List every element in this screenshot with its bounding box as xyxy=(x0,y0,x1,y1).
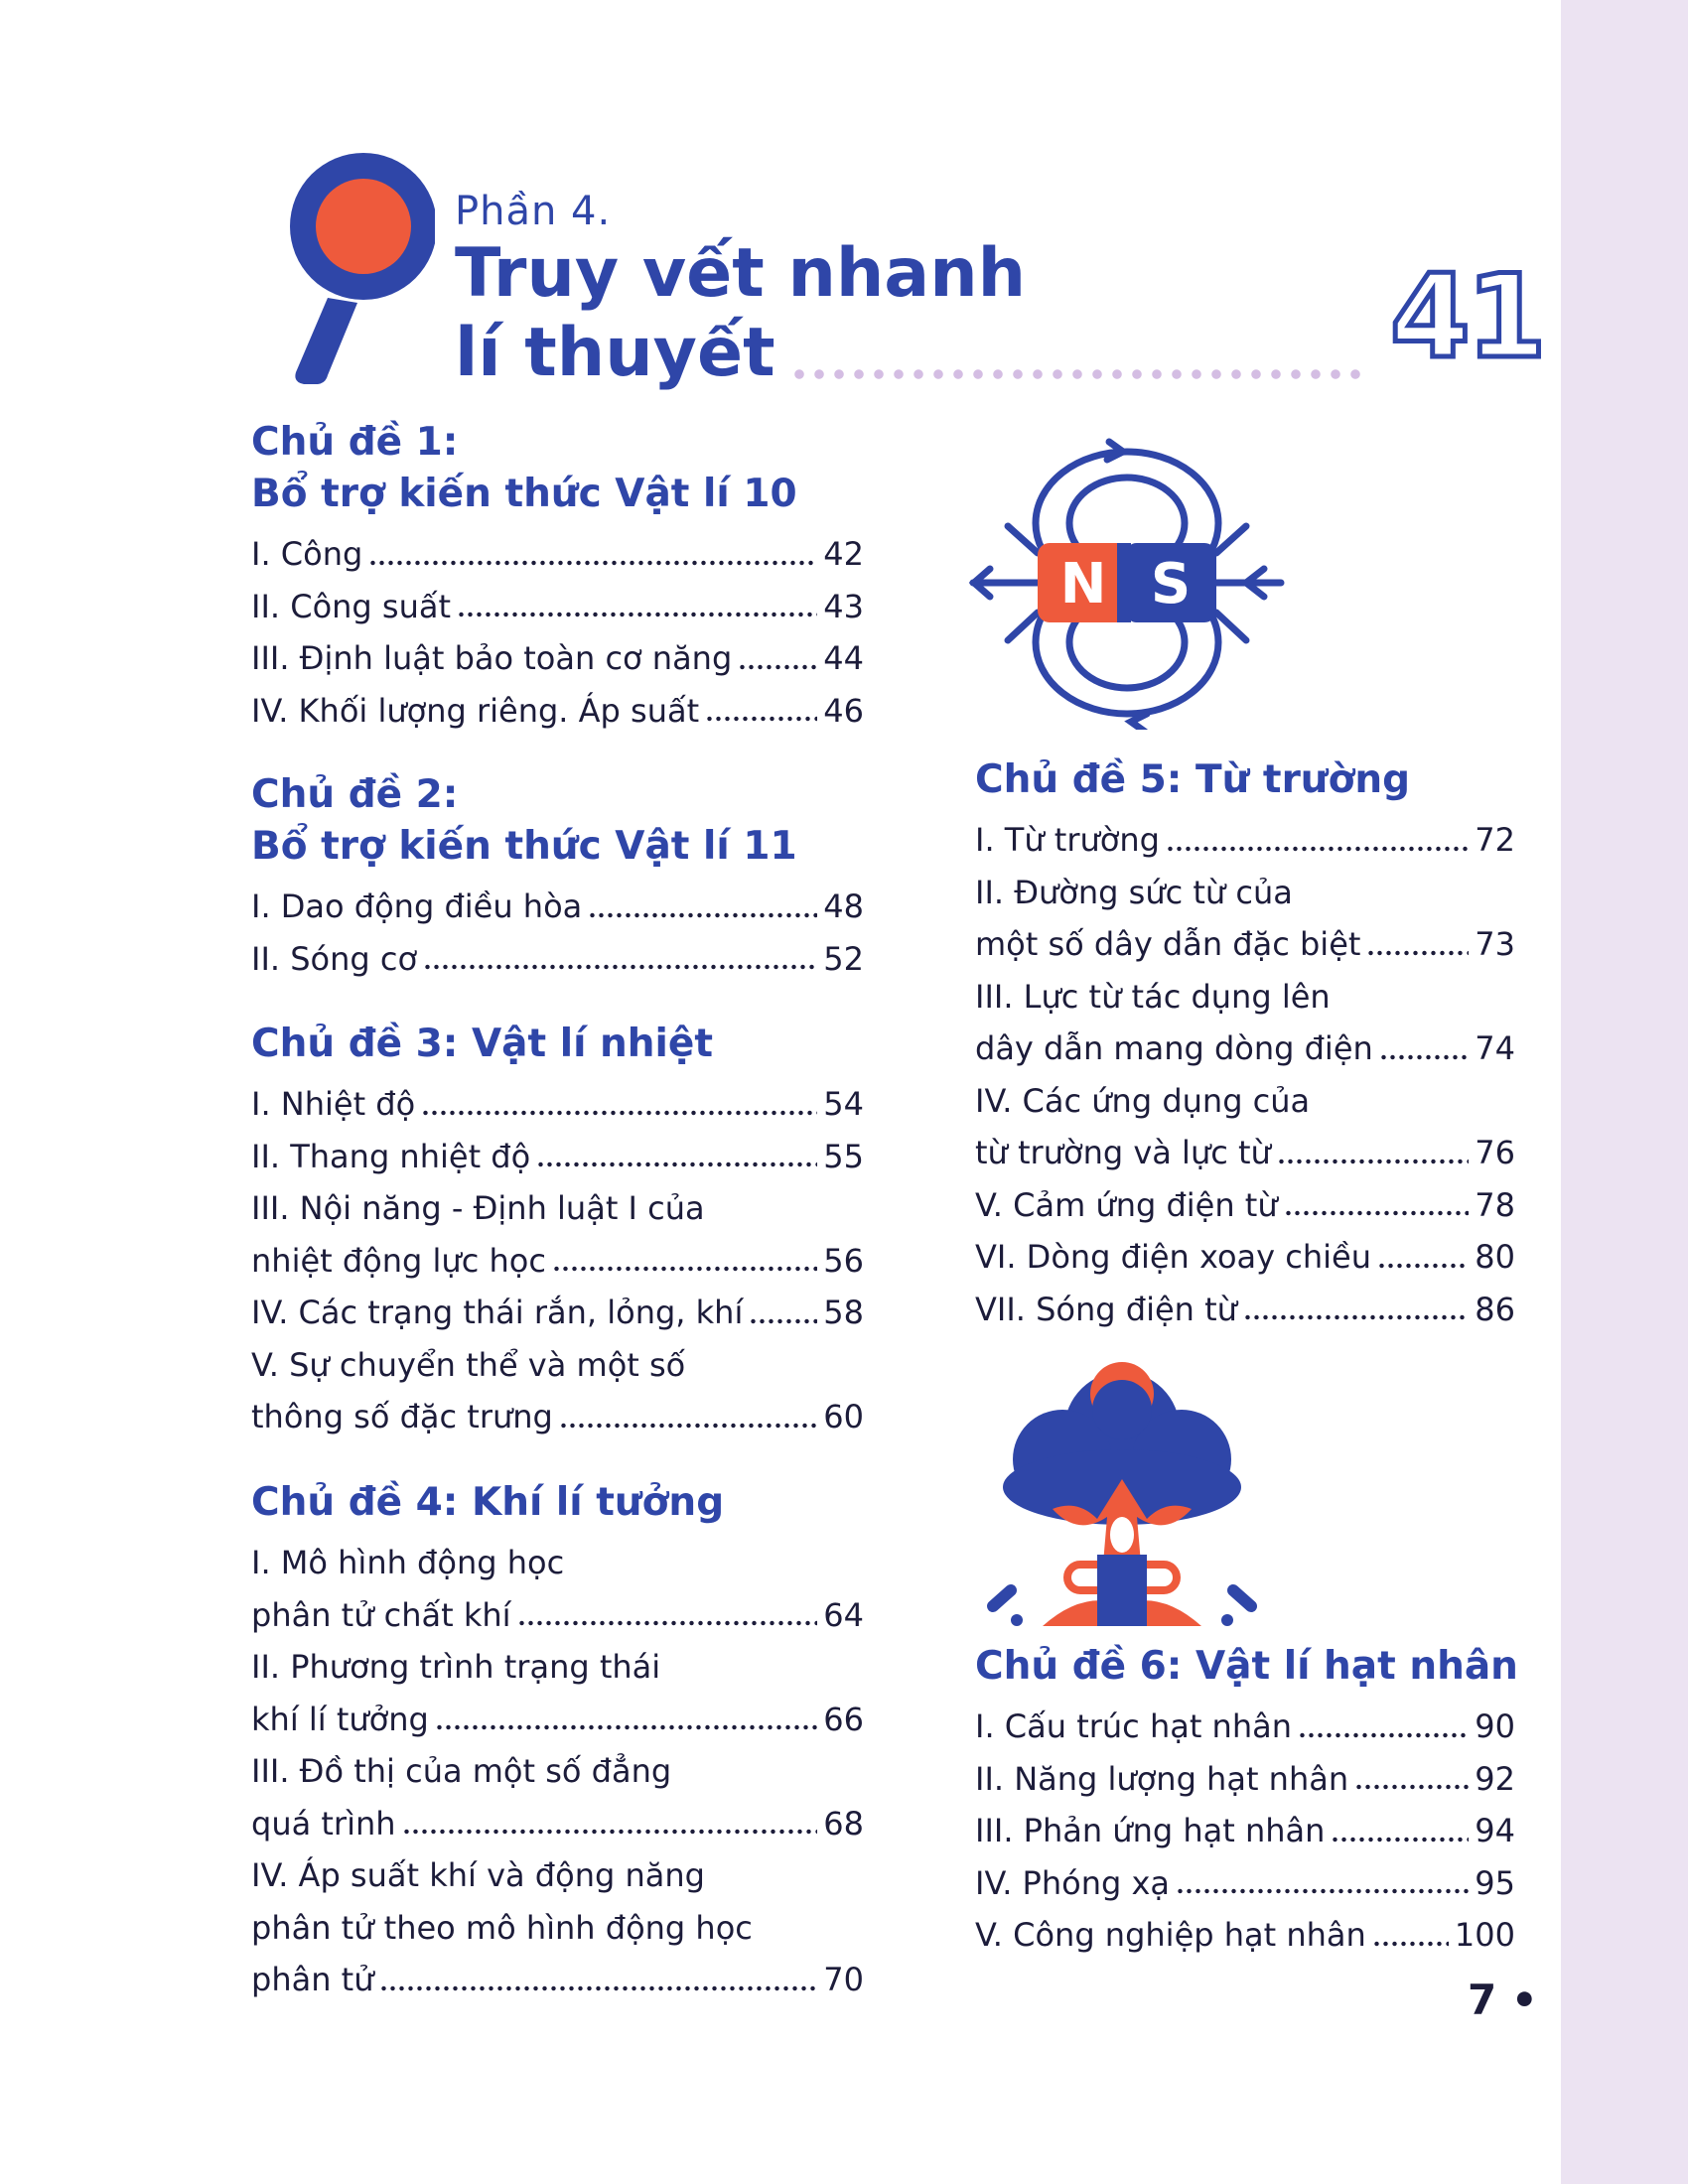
toc-entry-label: IV. Các trạng thái rắn, lỏng, khí xyxy=(251,1294,744,1331)
toc-entry-page: 52 xyxy=(823,939,864,978)
toc-entry[interactable] xyxy=(975,1857,1515,1910)
toc-entry-label: khí lí tưởng xyxy=(251,1700,429,1738)
toc-entry-page: 100 xyxy=(1454,1916,1515,1954)
toc-entry-page: 73 xyxy=(1475,925,1515,963)
toc-entry-page: 72 xyxy=(1475,821,1515,859)
dot-leader xyxy=(421,1109,817,1117)
dot-leader xyxy=(1298,1731,1469,1739)
toc-entry-label: từ trường và lực từ xyxy=(975,1134,1271,1171)
toc-entry-page: 95 xyxy=(1475,1863,1515,1902)
dot-leader xyxy=(457,611,817,618)
toc-entry[interactable] xyxy=(975,1023,1515,1075)
toc-entry-label: II. Công suất xyxy=(251,587,452,625)
toc-entry-page: 70 xyxy=(823,1961,864,1998)
side-band xyxy=(1561,0,1688,2184)
dot-leader xyxy=(1166,845,1469,853)
toc-entry-label: nhiệt động lực học xyxy=(251,1241,546,1280)
toc-entry-page: 92 xyxy=(1475,1759,1515,1798)
toc-entry-label: II. Sóng cơ xyxy=(251,939,418,978)
toc-entry-label: phân tử chất khí xyxy=(251,1595,511,1634)
toc-entry-label: II. Thang nhiệt độ xyxy=(251,1137,531,1175)
part-number: 41 xyxy=(1390,250,1543,384)
magnifier-icon xyxy=(266,149,435,387)
magnet-south-label: S xyxy=(1150,552,1192,616)
title-dot-leader xyxy=(789,369,1370,379)
toc-entry-label: I. Cấu trúc hạt nhân xyxy=(975,1707,1292,1745)
toc-entry-page: 86 xyxy=(1475,1290,1515,1328)
toc-entry-label: VII. Sóng điện từ xyxy=(975,1290,1237,1328)
topic-title-line: Chủ đề 2: xyxy=(251,772,459,817)
toc-entry-page: 66 xyxy=(823,1700,864,1738)
toc-entry-text: II. Đường sức từ của xyxy=(975,873,1293,911)
part-title-line: Truy vết nhanh xyxy=(455,234,1027,313)
topic-title xyxy=(251,1477,864,1529)
toc-entry[interactable] xyxy=(251,1694,864,1746)
topic-title-line: Bổ trợ kiến thức Vật lí 10 xyxy=(251,472,797,516)
toc-entry-page: 68 xyxy=(823,1804,864,1843)
toc-entry-label: V. Công nghiệp hạt nhân xyxy=(975,1916,1366,1954)
dot-leader xyxy=(368,559,817,567)
toc-entry-page: 43 xyxy=(823,587,864,625)
toc-entry[interactable] xyxy=(251,528,864,581)
toc-entry-text: I. Mô hình động học xyxy=(251,1544,565,1581)
topic-2 xyxy=(251,769,864,985)
topic-title-line: Chủ đề 3: Vật lí nhiệt xyxy=(251,1022,714,1066)
toc-entry-page: 58 xyxy=(823,1294,864,1331)
magnet-illustration xyxy=(968,432,1286,730)
toc-entry-label: I. Từ trường xyxy=(975,821,1160,859)
toc-entry[interactable] xyxy=(251,1078,864,1131)
toc-entry-page: 64 xyxy=(823,1595,864,1634)
toc-entry-label: thông số đặc trưng xyxy=(251,1398,553,1435)
dot-leader xyxy=(1377,1262,1469,1270)
toc-entry-label: phân tử xyxy=(251,1961,374,1998)
dot-leader xyxy=(1366,949,1469,957)
toc-entry-text: III. Lực từ tác dụng lên xyxy=(975,977,1331,1016)
toc-entry[interactable] xyxy=(251,933,864,986)
toc-entry[interactable] xyxy=(975,1909,1515,1962)
toc-entry[interactable] xyxy=(975,814,1515,867)
magnet-north-label: N xyxy=(1059,552,1107,616)
topic-1 xyxy=(251,417,864,737)
dot-leader xyxy=(738,663,817,671)
toc-entry[interactable] xyxy=(251,581,864,633)
toc-entry-page: 42 xyxy=(823,535,864,573)
toc-entry-page: 60 xyxy=(823,1398,864,1435)
dot-leader xyxy=(552,1265,817,1273)
toc-entry-text: II. Phương trình trạng thái xyxy=(251,1648,661,1686)
toc-entry[interactable] xyxy=(975,1231,1515,1284)
dot-leader xyxy=(588,911,817,919)
dot-leader xyxy=(379,1984,817,1992)
toc-entry-label: II. Năng lượng hạt nhân xyxy=(975,1759,1349,1798)
toc-entry-text: IV. Áp suất khí và động năng xyxy=(251,1856,705,1894)
toc-entry-label: III. Phản ứng hạt nhân xyxy=(975,1812,1326,1849)
dot-leader xyxy=(1379,1053,1470,1061)
toc-entry-label: I. Nhiệt độ xyxy=(251,1085,416,1123)
dot-leader xyxy=(705,715,817,723)
toc-entry-text: phân tử theo mô hình động học xyxy=(251,1908,753,1947)
dot-leader xyxy=(517,1619,818,1627)
toc-entry[interactable] xyxy=(251,881,864,933)
topic-6 xyxy=(975,1641,1518,1962)
toc-entry-label: một số dây dẫn đặc biệt xyxy=(975,925,1361,963)
toc-entry-label: V. Cảm ứng điện từ xyxy=(975,1185,1278,1224)
toc-entry[interactable] xyxy=(251,685,864,738)
toc-entry-page: 78 xyxy=(1475,1185,1515,1224)
toc-entry[interactable] xyxy=(251,1589,864,1642)
dot-leader xyxy=(435,1723,817,1731)
toc-entry-page: 55 xyxy=(823,1137,864,1175)
toc-entry-label: IV. Khối lượng riêng. Áp suất xyxy=(251,691,700,730)
toc-entry[interactable] xyxy=(251,632,864,685)
part-title-line: lí thuyết xyxy=(455,314,775,392)
toc-entry-page: 44 xyxy=(823,639,864,677)
part-label: Phần 4. xyxy=(455,189,612,234)
topic-3 xyxy=(251,1019,864,1443)
toc-entry-page: 76 xyxy=(1475,1134,1515,1171)
topic-5 xyxy=(975,754,1515,1335)
toc-entry-page: 56 xyxy=(823,1241,864,1280)
toc-entry-page: 94 xyxy=(1475,1812,1515,1849)
topic-title xyxy=(251,1019,864,1070)
dot-leader xyxy=(536,1160,817,1168)
nuclear-explosion-illustration xyxy=(983,1360,1261,1628)
toc-entry-page: 54 xyxy=(823,1085,864,1123)
toc-entry[interactable] xyxy=(975,1805,1515,1857)
topic-title-line: Chủ đề 1: xyxy=(251,420,459,465)
dot-leader xyxy=(423,963,817,971)
topic-title-line: Chủ đề 5: Từ trường xyxy=(975,757,1411,802)
toc-entry-label: I. Công xyxy=(251,535,363,573)
dot-leader xyxy=(1331,1836,1469,1843)
toc-entry-label: IV. Phóng xạ xyxy=(975,1863,1171,1902)
toc-entry[interactable] xyxy=(251,1235,864,1288)
topic-title xyxy=(975,754,1515,806)
toc-entry-label: III. Định luật bảo toàn cơ năng xyxy=(251,639,733,677)
toc-entry[interactable] xyxy=(975,1284,1515,1336)
toc-entry[interactable] xyxy=(251,1131,864,1183)
toc-entry-label: VI. Dòng điện xoay chiều xyxy=(975,1238,1371,1276)
topic-4 xyxy=(251,1477,864,2006)
dot-leader xyxy=(1284,1209,1470,1217)
toc-entry-page: 80 xyxy=(1475,1238,1515,1276)
dot-leader xyxy=(749,1317,817,1325)
toc-entry[interactable] xyxy=(251,1798,864,1850)
topic-title-line: Chủ đề 4: Khí lí tưởng xyxy=(251,1480,725,1525)
topic-title xyxy=(975,1641,1518,1693)
toc-entry-text: V. Sự chuyển thể và một số xyxy=(251,1345,686,1384)
topic-title-line: Chủ đề 6: Vật lí hạt nhân xyxy=(975,1644,1518,1689)
dot-leader xyxy=(1354,1783,1469,1791)
toc-entry[interactable] xyxy=(975,1179,1515,1232)
page-number: 7 • xyxy=(1468,1976,1538,2024)
dot-leader xyxy=(1277,1158,1469,1165)
toc-entry-page: 74 xyxy=(1475,1029,1515,1067)
topic-title-line: Bổ trợ kiến thức Vật lí 11 xyxy=(251,824,797,869)
dot-leader xyxy=(1372,1940,1449,1948)
toc-entry-text: III. Đồ thị của một số đẳng xyxy=(251,1752,672,1790)
toc-entry[interactable] xyxy=(975,1701,1515,1753)
toc-entry-text: IV. Các ứng dụng của xyxy=(975,1081,1311,1120)
toc-entry[interactable] xyxy=(975,1753,1515,1806)
toc-entry-label: dây dẫn mang dòng điện xyxy=(975,1029,1373,1067)
toc-entry-label: quá trình xyxy=(251,1804,396,1843)
toc-entry-page: 90 xyxy=(1475,1707,1515,1745)
toc-entry[interactable] xyxy=(251,1391,864,1443)
toc-entry[interactable] xyxy=(251,1954,864,2006)
toc-entry-page: 46 xyxy=(823,691,864,730)
toc-entry[interactable] xyxy=(251,1287,864,1339)
dot-leader xyxy=(1243,1313,1469,1321)
topic-title xyxy=(251,417,864,520)
toc-entry-text: III. Nội năng - Định luật I của xyxy=(251,1189,705,1227)
toc-entry-label: I. Dao động điều hòa xyxy=(251,887,583,925)
dot-leader xyxy=(559,1422,817,1430)
topic-title xyxy=(251,769,864,873)
toc-entry-page: 48 xyxy=(823,887,864,925)
dot-leader xyxy=(1176,1887,1469,1895)
dot-leader xyxy=(402,1828,818,1836)
toc-entry[interactable] xyxy=(975,918,1515,971)
toc-entry[interactable] xyxy=(975,1127,1515,1179)
